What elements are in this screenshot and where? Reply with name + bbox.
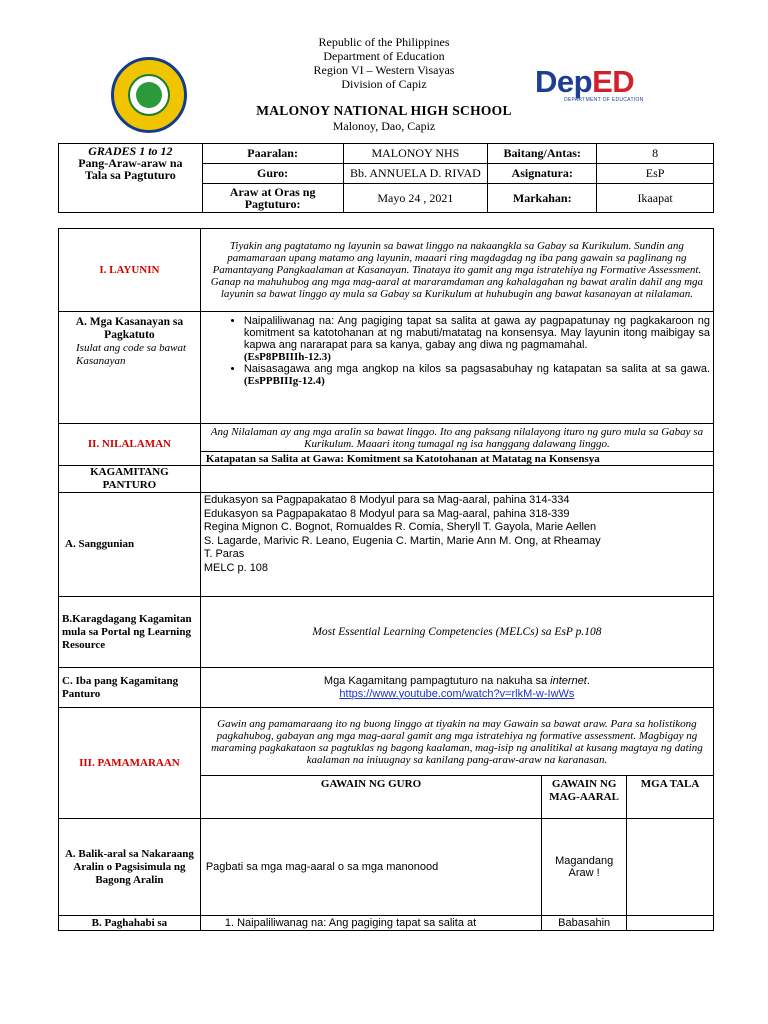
kasanayan-code-1: (EsP8PBIIIh-12.3) bbox=[243, 351, 331, 363]
karagdagang-label: B.Karagdagang Kagamitan mula sa Portal ng Learning Resource bbox=[59, 597, 201, 668]
asignatura-value: EsP bbox=[597, 164, 714, 184]
col-gawain-magaaral: GAWAIN NG MAG-AARAL bbox=[542, 776, 627, 819]
pamamaraan-text: Gawin ang pamamaraang ito ng buong linggo at tiyakin na may Gawain sa bawat araw. Para sa holistikong pagkahubog, gabayan ang mga mag-aaral gamit ang mga istratehiya ng formative assessment. Magbigay ng maraming pagkakataon sa pagtuklas ng bagong kaalaman, mag-isip ng analitikal at kusang magtaya ng dating kaalaman na iniuugnay sa kanilang pang-araw-araw na karanasan. bbox=[200, 708, 713, 776]
paghahabi-magaaral: Babasahin bbox=[542, 916, 627, 931]
header-division: Division of Capiz bbox=[341, 77, 427, 91]
balik-aral-guro: Pagbati sa mga mag-aaral o sa mga manonood bbox=[200, 819, 541, 916]
guro-label: Guro: bbox=[202, 164, 343, 184]
markahan-value: Ikaapat bbox=[597, 184, 714, 213]
sanggunian-line-4: S. Lagarde, Marivic R. Leano, Eugenia C. Martin, Marie Ann M. Ong, at Rheamay bbox=[203, 534, 601, 547]
balik-aral-magaaral: Magandang Araw ! bbox=[542, 819, 627, 916]
kagamitan-label: KAGAMITANG PANTURO bbox=[59, 466, 201, 493]
kasanayan-item-1: • Naipaliliwanag na: Ang pagiging tapat sa salita at gawa ay pagpapatunay ng pagkakaroon ng komitment sa katotohanan at ng mabuti/matatag na konsensya. May layunin itong maibigay sa kapwa ang nararapat para sa kanya, gabay ang diwa ng pagmamahal. (EsP8PBIIIh-12.3) bbox=[244, 315, 710, 363]
pamamaraan-label: III. PAMAMARAAN bbox=[59, 708, 201, 819]
doc-type-line1: Pang-Araw-araw na bbox=[78, 156, 183, 170]
sanggunian-line-1: Edukasyon sa Pagpapakatao 8 Modyul para sa Mag-aaral, pahina 314-334 bbox=[203, 494, 570, 506]
layunin-label: I. LAYUNIN bbox=[59, 229, 201, 312]
kasanayan-code-2: (EsPPBIIIg-12.4) bbox=[243, 375, 325, 387]
sanggunian-line-5: T. Paras bbox=[203, 548, 245, 560]
karagdagang-text: Most Essential Learning Competencies (MELCs) sa EsP p.108 bbox=[200, 597, 713, 668]
lesson-plan-table bbox=[58, 228, 714, 931]
kasanayan-sublabel: Isulat ang code sa bawat Kasanayan bbox=[76, 342, 186, 367]
asignatura-label: Asignatura: bbox=[488, 164, 597, 184]
oras-label: Araw at Oras ng Pagtuturo: bbox=[202, 184, 343, 213]
guro-value: Bb. ANNUELA D. RIVAD bbox=[343, 164, 488, 184]
header-republic: Republic of the Philippines bbox=[318, 35, 450, 49]
paghahabi-label: B. Paghahabi sa bbox=[59, 916, 201, 931]
nilalaman-label: II. NILALAMAN bbox=[59, 424, 201, 466]
sanggunian-label: A. Sanggunian bbox=[59, 493, 201, 597]
header-region: Region VI – Western Visayas bbox=[313, 63, 455, 77]
col-gawain-guro: GAWAIN NG GURO bbox=[200, 776, 541, 819]
paghahabi-tala bbox=[627, 916, 714, 931]
deped-logo-subtitle: DEPARTMENT OF EDUCATION bbox=[564, 97, 644, 103]
balik-aral-tala bbox=[627, 819, 714, 916]
sanggunian-line-6: MELC p. 108 bbox=[203, 561, 269, 574]
nilalaman-title: Katapatan sa Salita at Gawa: Komitment sa Katotohanan at Matatag na Konsensya bbox=[200, 452, 713, 466]
paghahabi-guro: 1. Naipaliliwanag na: Ang pagiging tapat sa salita at bbox=[200, 916, 541, 931]
deped-logo: DepED bbox=[535, 64, 635, 99]
iba-pang-label: C. Iba pang Kagamitang Panturo bbox=[59, 668, 201, 708]
school-name: MALONOY NATIONAL HIGH SCHOOL bbox=[256, 103, 512, 118]
grades-label: GRADES 1 to 12 bbox=[88, 144, 173, 158]
nilalaman-text: Ang Nilalaman ay ang mga aralin sa bawat linggo. Ito ang paksang nilalayong ituro ng guro mula sa Gabay sa Kurikulum. Maaari itong tumagal ng isa hanggang dalawang linggo. bbox=[200, 424, 713, 452]
sanggunian-line-2: Edukasyon sa Pagpapakatao 8 Modyul para sa Mag-aaral, pahina 318-339 bbox=[203, 507, 570, 520]
kasanayan-label: A. Mga Kasanayan sa Pagkatuto bbox=[75, 316, 184, 341]
baitang-label: Baitang/Antas: bbox=[488, 144, 597, 164]
school-address: Malonoy, Dao, Capiz bbox=[332, 119, 436, 133]
sanggunian-line-3: Regina Mignon C. Bognot, Romualdes R. Comia, Sheryll T. Gayola, Marie Aellen bbox=[203, 521, 597, 533]
header-department: Department of Education bbox=[323, 49, 445, 63]
balik-aral-label: A. Balik-aral sa Nakaraang Aralin o Pagsisimula ng Bagong Aralin bbox=[59, 819, 201, 916]
kagamitan-empty bbox=[200, 466, 713, 493]
baitang-value: 8 bbox=[597, 144, 714, 164]
paaralan-label: Paaralan: bbox=[202, 144, 343, 164]
markahan-label: Markahan: bbox=[488, 184, 597, 213]
layunin-text: Tiyakin ang pagtatamo ng layunin sa bawat linggo na nakaangkla sa Gabay sa Kurikulum. Sundin ang pamamaraan upang matamo ang layunin, maaari ring magdagdag ng iba pang gawain sa paglinang ng Pamantayang Pangkaalaman at Kasanayan. Tinataya ito gamit ang mga istratehiya ng Formative Assessment. Ganap na mahuhubog ang mga mag-aaral at mararamdaman ang kahalagahan ng bawat aralin dahil ang mga layunin sa bawat linggo ay mula sa Gabay sa Kurikulum at huhubugin ang bawat kasanayan at nilalaman. bbox=[200, 229, 713, 312]
col-mga-tala: MGA TALA bbox=[627, 776, 714, 819]
oras-value: Mayo 24 , 2021 bbox=[343, 184, 488, 213]
paaralan-value: MALONOY NHS bbox=[343, 144, 488, 164]
iba-pang-text: Mga Kagamitang pampagtuturo na nakuha sa internet. bbox=[323, 674, 590, 687]
info-table bbox=[58, 143, 714, 213]
youtube-link[interactable]: https://www.youtube.com/watch?v=rlkM-w-IwWs bbox=[339, 687, 575, 700]
kasanayan-item-2: • Naisasagawa ang mga angkop na kilos sa pagsasabuhay ng katapatan sa salita at sa gawa. (EsPPBIIIg-12.4) bbox=[244, 363, 710, 387]
doc-type-line2: Tala sa Pagtuturo bbox=[85, 168, 176, 182]
